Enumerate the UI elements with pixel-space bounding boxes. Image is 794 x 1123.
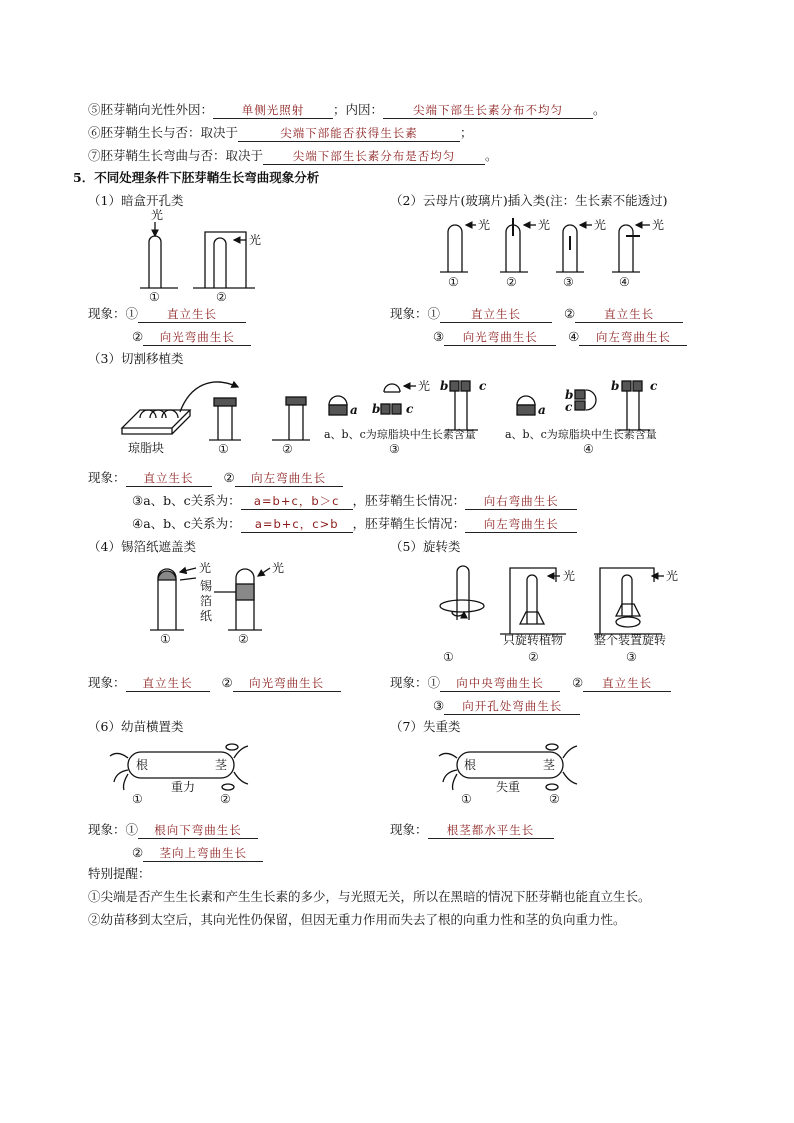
label-3: ③ [389, 442, 400, 456]
label-1: ① [218, 442, 229, 456]
section-5-title: 5．不同处理条件下胚芽鞘生长弯曲现象分析 [73, 170, 320, 185]
answer-blank: 直立生长 [440, 306, 552, 323]
answer-blank: 直立生长 [575, 306, 683, 323]
label-1: ① [443, 650, 454, 664]
part5-diagram [440, 566, 664, 634]
stem-label: 茎 [543, 758, 556, 772]
rotate-plant-label: 只旋转植物 [503, 633, 564, 647]
label-4: ④ [583, 442, 594, 456]
svg-text:a: a [538, 403, 546, 417]
notice-line-2: ②幼苗移到太空后，其向光性仍保留，但因无重力作用而失去了根的向重力性和茎的负向重力性。 [88, 912, 626, 927]
light-label: 光 [594, 218, 607, 232]
part-6-phenomenon-2: ② 茎向上弯曲生长 [132, 845, 263, 862]
foil-char: 锡 [200, 579, 213, 593]
svg-text:c: c [565, 400, 573, 414]
svg-text:b: b [611, 379, 620, 393]
part-1-phenomenon-1: 现象：① 直立生长 [88, 306, 246, 323]
label-1: ① [149, 290, 160, 304]
part-5-phenomenon-row-2: ③ 向开孔处弯曲生长 [433, 698, 580, 715]
label-1: ① [461, 792, 472, 806]
answer-blank: 根茎都水平生长 [428, 822, 554, 839]
svg-text:b: b [372, 402, 381, 416]
part-5-phenomenon-row-1: 现象：① 向中央弯曲生长 ② 直立生长 [390, 675, 671, 692]
line-5: ⑤胚芽鞘向光性外因： 单侧光照射 ；内因： 尖端下部生长素分布不均匀 。 [88, 102, 606, 117]
answer-blank: 向光弯曲生长 [444, 329, 556, 346]
light-label: 光 [478, 218, 491, 232]
label-2: ② [216, 290, 227, 304]
part-1-title: （1）暗盒开孔类 [88, 193, 184, 208]
notice-title: 特别提醒： [88, 866, 151, 881]
answer-blank: 向中央弯曲生长 [440, 675, 560, 692]
svg-text:c: c [650, 379, 658, 393]
part-3-title: （3）切割移植类 [88, 351, 184, 366]
label-2: ② [506, 275, 517, 289]
label-4: ④ [619, 275, 630, 289]
label-1: ① [160, 632, 171, 646]
line-6: ⑥胚芽鞘生长与否：取决于 尖端下部能否获得生长素 ； [88, 125, 473, 140]
part-2-title: （2）云母片(玻璃片)插入类(注：生长素不能透过) [390, 193, 668, 208]
part-6-title: （6）幼苗横置类 [88, 719, 184, 734]
part-2-phenomenon-row-1: 现象：① 直立生长 ② 直立生长 [390, 306, 683, 323]
answer-blank: a=b+c，b＞c [241, 493, 353, 510]
answer-blank: 单侧光照射 [213, 102, 333, 119]
answer-blank: 茎向上弯曲生长 [143, 845, 263, 862]
answer-blank: 向左弯曲生长 [465, 516, 577, 533]
agar-label: 琼脂块 [128, 441, 165, 455]
part-3-row-3: ③a、b、c关系为： a=b+c，b＞c ，胚芽鞘生长情况： 向右弯曲生长 [132, 493, 577, 510]
label-3: ③ [626, 650, 637, 664]
part-5-title: （5）旋转类 [390, 539, 461, 554]
svg-text:c: c [479, 379, 487, 393]
answer-blank: 直立生长 [126, 675, 210, 692]
label-1: ① [448, 275, 459, 289]
stem-label: 茎 [215, 758, 228, 772]
answer-blank: 向右弯曲生长 [465, 493, 577, 510]
part-3-row-4: ④a、b、c关系为： a=b+c，c>b ，胚芽鞘生长情况： 向左弯曲生长 [132, 516, 577, 533]
answer-blank: 向左弯曲生长 [235, 470, 343, 487]
notice-line-1: ①尖端是否产生生长素和产生生长素的多少，与光照无关，所以在黑暗的情况下胚芽鞘也能直立生长。 [88, 889, 651, 904]
light-label: 光 [563, 569, 576, 583]
label-2: ② [549, 792, 560, 806]
abc-note: a、b、c为琼脂块中生长素含量 [505, 428, 657, 441]
answer-blank: 向开孔处弯曲生长 [444, 698, 580, 715]
part-4-title: （4）锡箔纸遮盖类 [88, 539, 196, 554]
foil-char: 箔 [200, 594, 213, 608]
answer-blank: 直立生长 [126, 470, 212, 487]
foil-char: 纸 [200, 609, 213, 623]
label-3: ③ [563, 275, 574, 289]
label-1: ① [132, 792, 143, 806]
answer-blank: 尖端下部生长素分布不均匀 [383, 102, 593, 119]
light-label: 光 [666, 569, 679, 583]
part-2-phenomenon-row-2: ③ 向光弯曲生长 ④ 向左弯曲生长 [433, 329, 687, 346]
line-7: ⑦胚芽鞘生长弯曲与否：取决于 尖端下部生长素分布是否均匀 。 [88, 148, 498, 163]
light-label: 光 [249, 233, 262, 247]
label-2: ② [528, 650, 539, 664]
answer-blank: 向光弯曲生长 [233, 675, 341, 692]
part-7-phenomenon: 现象： 根茎都水平生长 [390, 822, 554, 839]
svg-text:b: b [565, 388, 574, 402]
part-4-phenomenon: 现象： 直立生长 ② 向光弯曲生长 [88, 675, 341, 692]
answer-blank: 直立生长 [138, 306, 246, 323]
root-label: 根 [136, 758, 149, 772]
answer-blank: 向左弯曲生长 [579, 329, 687, 346]
part-3-phenomenon-row-1: 现象： 直立生长 ② 向左弯曲生长 [88, 470, 343, 487]
light-label: 光 [151, 208, 164, 222]
label-2: ② [282, 442, 293, 456]
weightless-label: 失重 [496, 780, 521, 794]
answer-blank: 根向下弯曲生长 [138, 822, 258, 839]
light-label: 光 [652, 218, 665, 232]
gravity-label: 重力 [171, 780, 196, 794]
answer-blank: a=b+c，c>b [241, 516, 353, 533]
svg-text:a: a [350, 403, 358, 417]
light-label: 光 [538, 218, 551, 232]
rotate-all-label: 整个装置旋转 [594, 633, 667, 647]
root-label: 根 [464, 758, 477, 772]
answer-blank: 尖端下部生长素分布是否均匀 [263, 148, 485, 165]
light-label: 光 [418, 379, 431, 393]
abc-note: a、b、c为琼脂块中生长素含量 [324, 428, 476, 441]
label-2: ② [220, 792, 231, 806]
light-label: 光 [272, 561, 285, 575]
svg-text:b: b [440, 379, 449, 393]
answer-blank: 向光弯曲生长 [143, 329, 251, 346]
answer-blank: 尖端下部能否获得生长素 [238, 125, 460, 142]
part-7-title: （7）失重类 [390, 719, 461, 734]
light-label: 光 [199, 561, 212, 575]
part-1-phenomenon-2: ② 向光弯曲生长 [132, 329, 251, 346]
part1-diagram [140, 222, 255, 288]
svg-text:c: c [406, 402, 414, 416]
part-6-phenomenon-1: 现象：① 根向下弯曲生长 [88, 822, 258, 839]
answer-blank: 直立生长 [583, 675, 671, 692]
label-2: ② [238, 632, 249, 646]
